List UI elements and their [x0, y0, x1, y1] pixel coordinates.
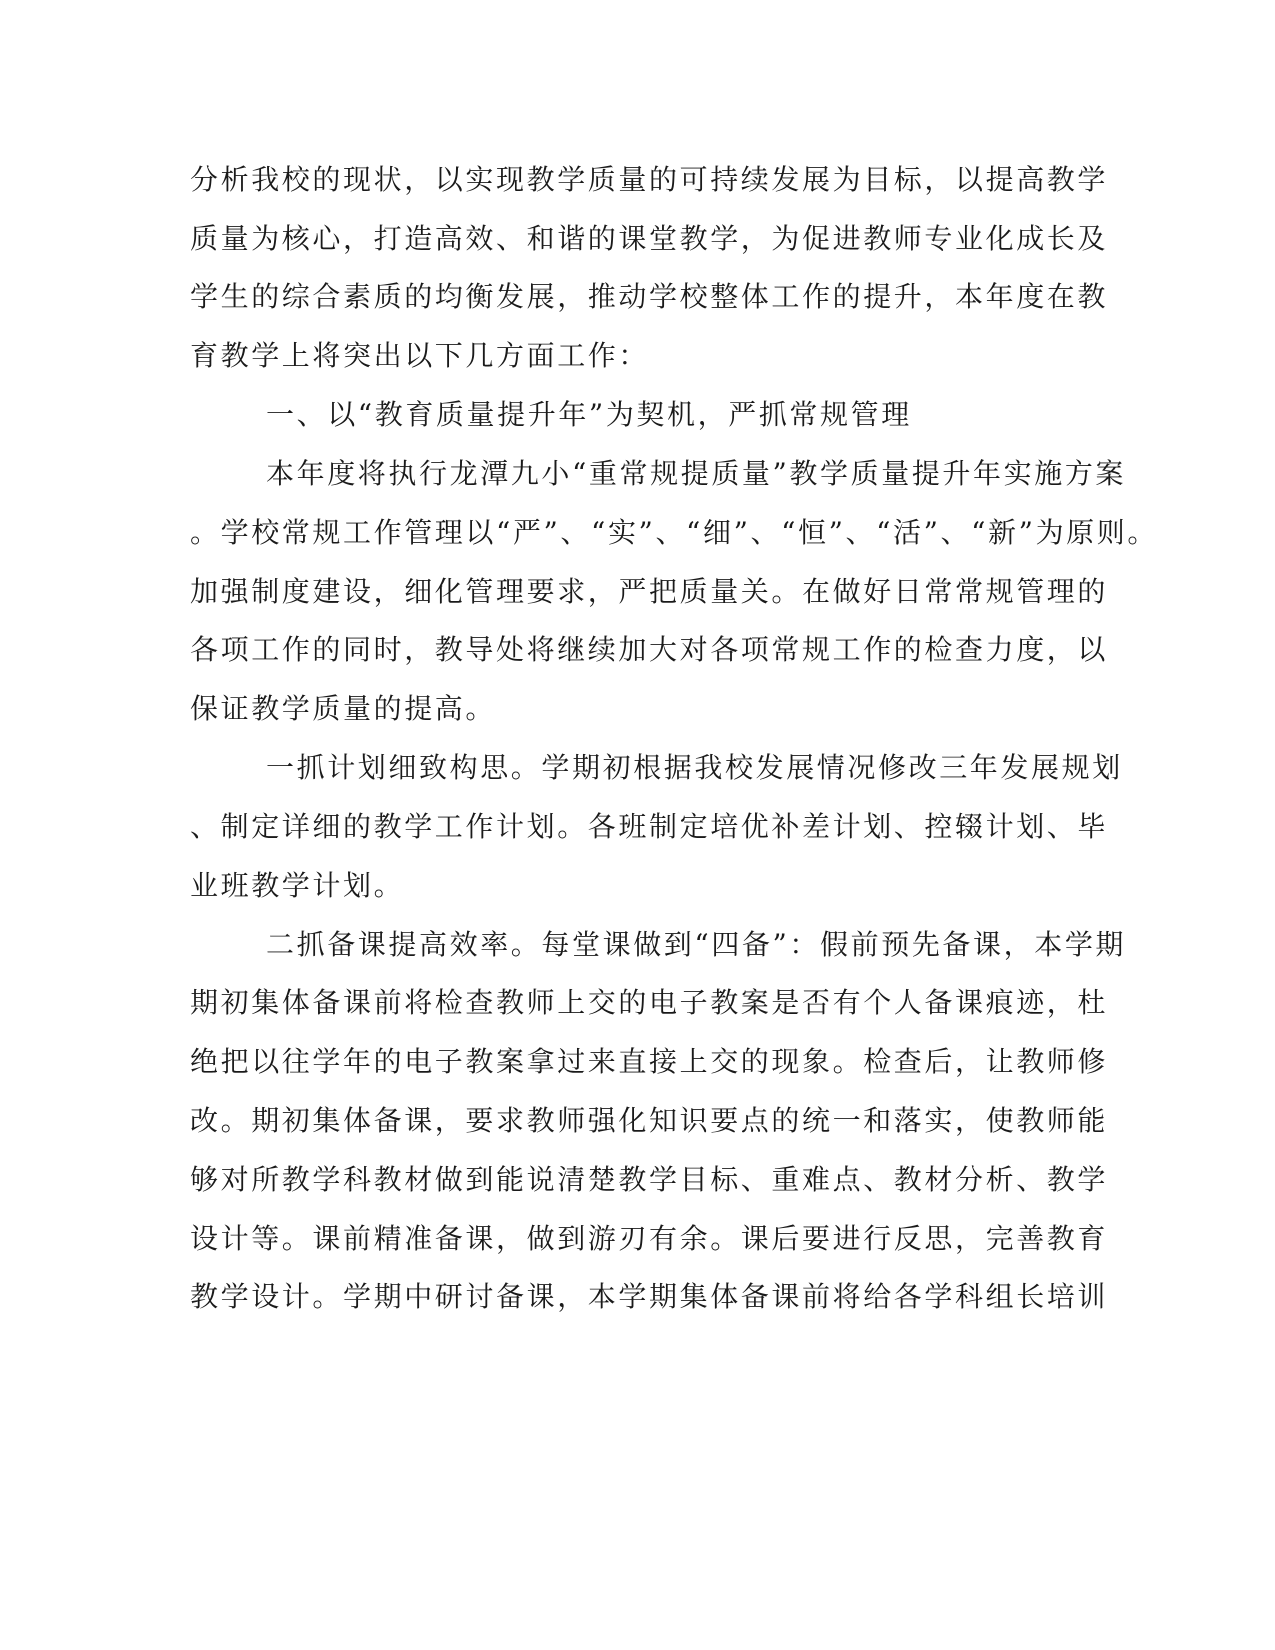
paragraph-line: 学生的综合素质的均衡发展，推动学校整体工作的提升，本年度在教 — [190, 280, 1109, 313]
paragraph-line: 二抓备课提高效率。每堂课做到“四备”：假前预先备课，本学期 — [266, 928, 1127, 961]
paragraph-line: 设计等。课前精准备课，做到游刃有余。课后要进行反思，完善教育 — [190, 1222, 1109, 1255]
paragraph-line: 各项工作的同时，教导处将继续加大对各项常规工作的检查力度，以 — [190, 633, 1109, 666]
paragraph-line: 。学校常规工作管理以“严”、“实”、“细”、“恒”、“活”、“新”为原则。 — [190, 516, 1158, 549]
paragraph-line: 绝把以往学年的电子教案拿过来直接上交的现象。检查后，让教师修 — [190, 1045, 1109, 1078]
paragraph-line: 一抓计划细致构思。学期初根据我校发展情况修改三年发展规划 — [266, 751, 1123, 784]
paragraph-line: 、制定详细的教学工作计划。各班制定培优补差计划、控辍计划、毕 — [190, 810, 1109, 843]
paragraph-line: 加强制度建设，细化管理要求，严把质量关。在做好日常常规管理的 — [190, 575, 1109, 608]
paragraph-line: 业班教学计划。 — [190, 869, 405, 902]
paragraph-line: 改。期初集体备课，要求教师强化知识要点的统一和落实，使教师能 — [190, 1104, 1109, 1137]
paragraph-line: 教学设计。学期中研讨备课，本学期集体备课前将给各学科组长培训 — [190, 1280, 1109, 1313]
paragraph-line: 够对所教学科教材做到能说清楚教学目标、重难点、教材分析、教学 — [190, 1163, 1109, 1196]
paragraph-line: 分析我校的现状，以实现教学质量的可持续发展为目标，以提高教学 — [190, 163, 1109, 196]
paragraph-line: 保证教学质量的提高。 — [190, 692, 497, 725]
section-heading: 一、以“教育质量提升年”为契机，严抓常规管理 — [266, 398, 912, 431]
paragraph-line: 本年度将执行龙潭九小“重常规提质量”教学质量提升年实施方案 — [266, 457, 1127, 490]
paragraph-line: 期初集体备课前将检查教师上交的电子教案是否有个人备课痕迹，杜 — [190, 986, 1109, 1019]
paragraph-line: 育教学上将突出以下几方面工作： — [190, 339, 650, 372]
paragraph-line: 质量为核心，打造高效、和谐的课堂教学，为促进教师专业化成长及 — [190, 222, 1109, 255]
